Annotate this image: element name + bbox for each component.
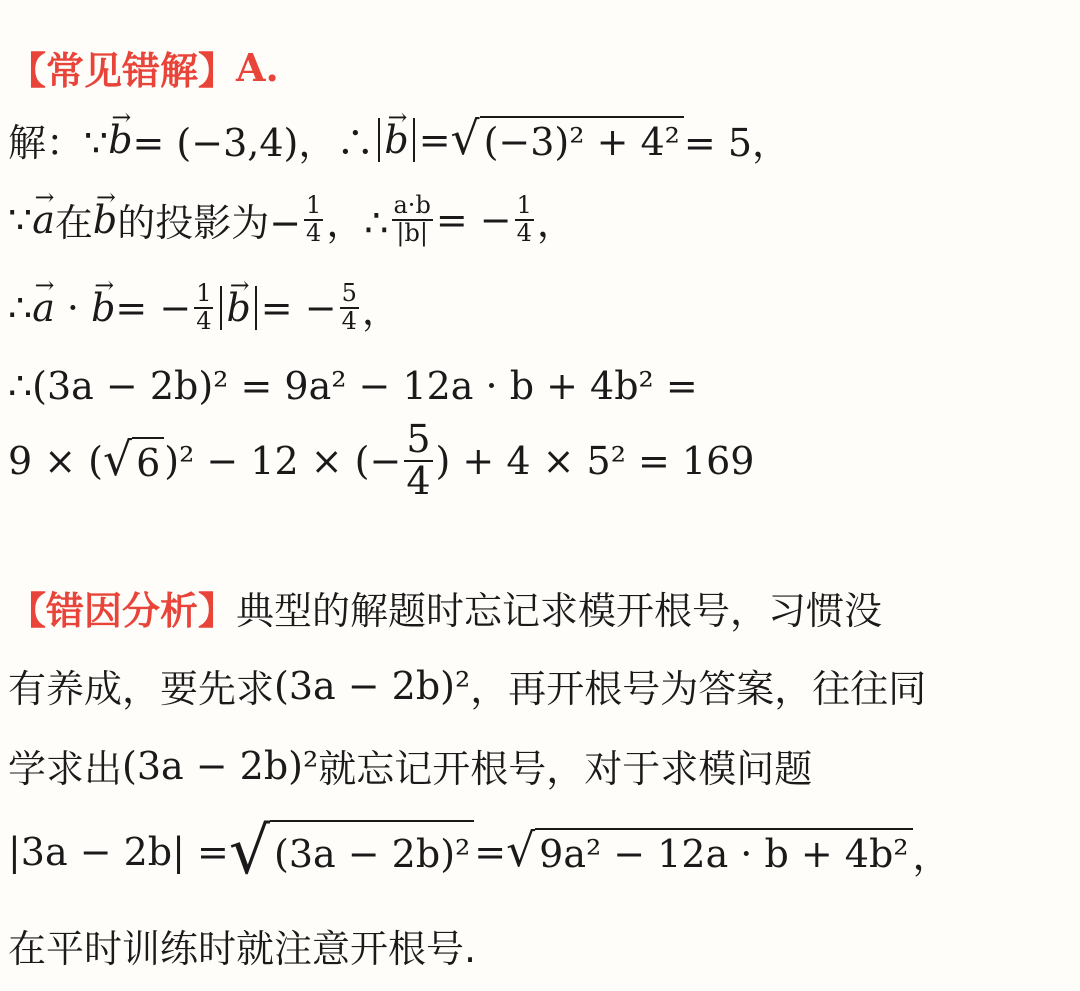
sqrt-expression: √ (−3)² + 4²	[451, 116, 684, 164]
expansion-equation: ∴(3a − 2b)² = 9a² − 12a · b + 4b² =	[8, 364, 698, 408]
magnitude-result: = 5，	[683, 121, 791, 165]
projection-fraction: $\frac{a\cdot b}{|b|}$	[393, 191, 431, 247]
solution-line-2: ∵ → a 在 → b 的投影为− $\frac{1}{4}$ ，∴ $\frac{a\cdot b}{|b|}$ = − $\frac{1}{4}$ ，	[8, 192, 575, 247]
solution-line-3: ∴ → a · → b = − $\frac{1}{4}$ → b = − $\frac{5}{4}$ ，	[8, 280, 400, 335]
answer-label: A.	[236, 45, 279, 90]
solution-line-4	[8, 364, 698, 408]
solution-line-5: 9 × ( √ 6 )² − 12 × (− $\frac{5}{4}$ ) + 4 × 5² = 169	[8, 417, 755, 503]
analysis-line-1: 【错因分析】 典型的解题时忘记求模开根号，习惯没	[8, 580, 882, 635]
solution-prefix: 解：∵	[8, 121, 109, 165]
projection-text: 的投影为−	[117, 201, 302, 245]
analysis-line-5: 在平时训练时就注意开根号.	[8, 927, 477, 971]
analysis-line-3: 学求出 (3a − 2b)² 就忘记开根号，对于求模问题	[8, 743, 813, 791]
analysis-line-2: 有养成，要先求 (3a − 2b)² ，再开根号为答案，往往同	[8, 663, 927, 711]
modulus-formula: |3a − 2b| = √ (3a − 2b)² = √ 9a² − 12a · b + 4b² ，	[8, 814, 951, 889]
header-line	[8, 40, 279, 95]
b-value: = (−3,4)，∴	[132, 121, 375, 165]
fraction-one-quarter: $\frac{1}{4}$	[306, 191, 322, 247]
error-analysis-tag: 【错因分析】	[8, 589, 237, 633]
vector-b: → b	[108, 118, 132, 162]
final-result: ) + 4 × 5² = 169	[435, 438, 755, 483]
common-mistake-tag: 【常见错解】	[8, 49, 237, 93]
solution-line-1: 解：∵ → b = (−3,4)，∴ → b = √ (−3)² + 4² = 5，	[8, 112, 790, 167]
